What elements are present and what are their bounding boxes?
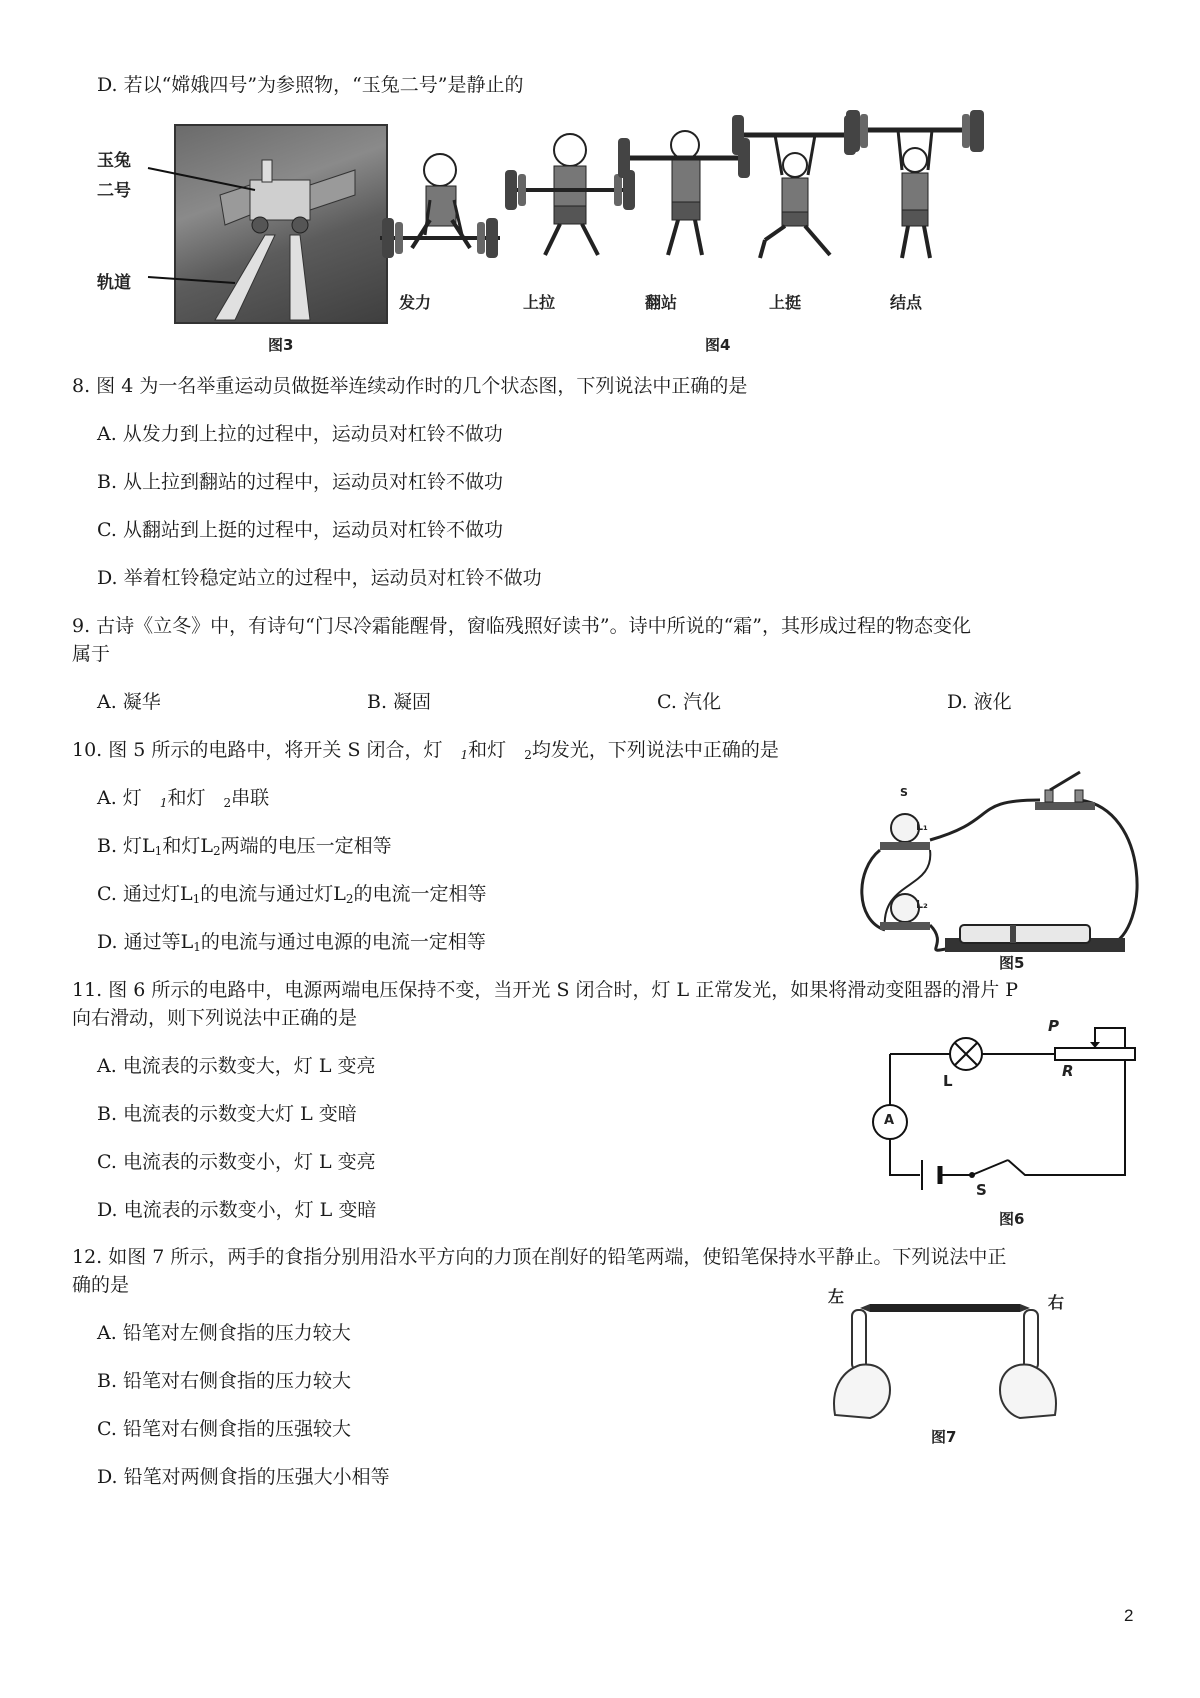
q10-b-sub-2: 2 [212, 844, 221, 858]
q10-b-part-3: 两端的电压一定相等 [220, 835, 392, 857]
q12-option-a: A. 铅笔对左侧食指的压力较大 [97, 1322, 351, 1344]
q10-option-d [97, 929, 486, 960]
q10-stem [72, 737, 779, 768]
circuit-photo [850, 780, 1140, 970]
pointer-rover [148, 168, 255, 190]
q10-a-part-3: 串联 [231, 787, 270, 809]
circuit-diagram [880, 1020, 1130, 1200]
q11-option-c: C. 电流表的示数变小，灯 L 变亮 [97, 1151, 376, 1173]
q10-d-part-1: D. 通过等L [97, 931, 194, 953]
fig3-label-rover-2: 二号 [97, 181, 131, 201]
fig6-label-r: R [1062, 1062, 1074, 1080]
fig5-caption: 图5 [999, 954, 1025, 972]
q9-option-a: A. 凝华 [97, 691, 161, 713]
right-hand [1000, 1310, 1056, 1418]
q12-stem-line-2: 确的是 [72, 1274, 130, 1296]
lamp-symbol [950, 1038, 982, 1070]
lifter-stage-1 [380, 154, 500, 258]
wire-top-left [930, 800, 1040, 840]
q8-stem: 8. 图 4 为一名举重运动员做挺举连续动作时的几个状态图，下列说法中正确的是 [72, 375, 748, 397]
stage-label-4: 上挺 [769, 293, 802, 312]
pointer-track [148, 277, 235, 283]
q12-stem-line-1: 12. 如图 7 所示，两手的食指分别用沿水平方向的力顶在削好的铅笔两端，使铅笔保持水平静止。下列说法中正 [72, 1246, 1007, 1268]
q11-stem-line-2: 向右滑动，则下列说法中正确的是 [72, 1007, 358, 1029]
rover-mast [262, 160, 272, 182]
switch [1035, 772, 1095, 810]
q12-option-b: B. 铅笔对右侧食指的压力较大 [97, 1370, 352, 1392]
q10-c-part-3: 的电流一定相等 [353, 883, 487, 905]
q10-stem-part-3: 均发光，下列说法中正确的是 [531, 739, 779, 761]
stage-label-1: 发力 [399, 293, 432, 312]
q11-option-a: A. 电流表的示数变大，灯 L 变亮 [97, 1055, 376, 1077]
switch-symbol [969, 1160, 1008, 1178]
rover-photo-overlay [0, 0, 420, 360]
fig6-label-p: P [1048, 1017, 1059, 1035]
fig4-caption: 图4 [705, 336, 731, 354]
fig5-label-s: S [900, 786, 908, 799]
fig5-label-l1: L₁ [916, 820, 928, 833]
battery-holder [945, 925, 1125, 952]
q11-option-b: B. 电流表的示数变大灯 L 变暗 [97, 1103, 357, 1125]
q9-stem-line-1: 9. 古诗《立冬》中，有诗句“门尽冷霜能醒骨，窗临残照好读书”。诗中所说的“霜”，其形成过程的物态变化 [72, 615, 972, 637]
q10-option-c [97, 881, 486, 912]
fig6-caption: 图6 [999, 1210, 1025, 1228]
stage-label-2: 上拉 [523, 293, 556, 312]
q10-c-sub-2: 2 [345, 892, 354, 906]
q9-stem-line-2: 属于 [72, 643, 111, 665]
fig7-label-right: 右 [1048, 1293, 1065, 1312]
wire-top-right [1080, 800, 1137, 945]
q8-option-a: A. 从发力到上拉的过程中，运动员对杠铃不做功 [97, 423, 503, 445]
q12-option-c: C. 铅笔对右侧食指的压强较大 [97, 1418, 351, 1440]
q9-option-d: D. 液化 [947, 691, 1012, 713]
q8-option-d: D. 举着杠铃稳定站立的过程中，运动员对杠铃不做功 [97, 567, 542, 589]
rover-wheel-1 [252, 217, 268, 233]
q10-c-part-1: C. 通过灯L [97, 883, 193, 905]
lifter-stage-3 [618, 131, 750, 255]
pencil-fingers-drawing [830, 1290, 1060, 1420]
q10-b-part-2: 和灯L [162, 835, 213, 857]
q10-c-part-2: 的电流与通过灯L [200, 883, 346, 905]
fig6-label-l: L [943, 1072, 953, 1090]
stage-label-5: 结点 [890, 293, 923, 312]
fig3-caption: 图3 [268, 336, 294, 354]
fig6-label-a: A [884, 1113, 895, 1128]
q10-option-a [97, 785, 269, 816]
q10-c-sub-1: 1 [192, 892, 201, 906]
battery-symbol [922, 1160, 940, 1190]
track-left [215, 235, 275, 320]
q10-a-part-1: A. 灯 [97, 787, 142, 809]
rover-panel-right [310, 170, 355, 210]
q9-option-c: C. 汽化 [657, 691, 721, 713]
q10-stem-sub-2: 2 [524, 748, 532, 762]
lifter-stage-2 [505, 134, 635, 255]
q11-stem-line-1: 11. 图 6 所示的电路中，电源两端电压保持不变，当开光 S 闭合时，灯 L 正常发光，如果将滑动变阻器的滑片 P [72, 979, 1019, 1001]
left-hand [834, 1310, 890, 1418]
fig5-label-l2: L₂ [916, 898, 928, 911]
fig7-caption: 图7 [931, 1428, 957, 1446]
wire-left [862, 850, 885, 930]
page-number: 2 [1124, 1606, 1134, 1625]
fig6-label-s: S [976, 1181, 987, 1199]
fig3-label-rover-1: 玉兔 [97, 151, 131, 171]
q10-a-sub-2: 2 [223, 796, 232, 810]
q10-option-b [97, 833, 392, 864]
q11-option-d: D. 电流表的示数变小，灯 L 变暗 [97, 1199, 377, 1221]
weightlifter-figures [390, 120, 1030, 290]
fig3-label-track: 轨道 [97, 273, 131, 293]
q10-d-sub-1: 1 [193, 940, 201, 954]
q12-option-d: D. 铅笔对两侧食指的压强大小相等 [97, 1466, 390, 1488]
q10-a-sub-1: 1 [159, 796, 168, 810]
rover-body [250, 180, 310, 220]
q10-stem-part-1: 10. 图 5 所示的电路中，将开关 S 闭合，灯 [72, 739, 443, 761]
lifter-stage-4 [732, 115, 856, 258]
lifter-stage-5 [846, 110, 984, 258]
q8-option-b: B. 从上拉到翻站的过程中，运动员对杠铃不做功 [97, 471, 504, 493]
rheostat-symbol [1055, 1042, 1135, 1060]
rover-wheel-2 [292, 217, 308, 233]
pencil [860, 1304, 1030, 1312]
q10-a-part-2: 和灯 [167, 787, 206, 809]
q9-option-b: B. 凝固 [367, 691, 432, 713]
track-right [290, 235, 310, 320]
q7-option-d: D. 若以“嫦娥四号”为参照物，“玉兔二号”是静止的 [97, 74, 524, 96]
q10-b-sub-1: 1 [154, 844, 163, 858]
q10-b-part-1: B. 灯L [97, 835, 155, 857]
q10-stem-sub-1: 1 [460, 748, 469, 762]
fig7-label-left: 左 [828, 1287, 845, 1306]
q8-option-c: C. 从翻站到上挺的过程中，运动员对杠铃不做功 [97, 519, 503, 541]
q10-d-part-2: 的电流与通过电源的电流一定相等 [200, 931, 486, 953]
stage-label-3: 翻站 [645, 293, 678, 312]
rover-panel-left [220, 185, 250, 225]
q10-stem-part-2: 和灯 [468, 739, 507, 761]
